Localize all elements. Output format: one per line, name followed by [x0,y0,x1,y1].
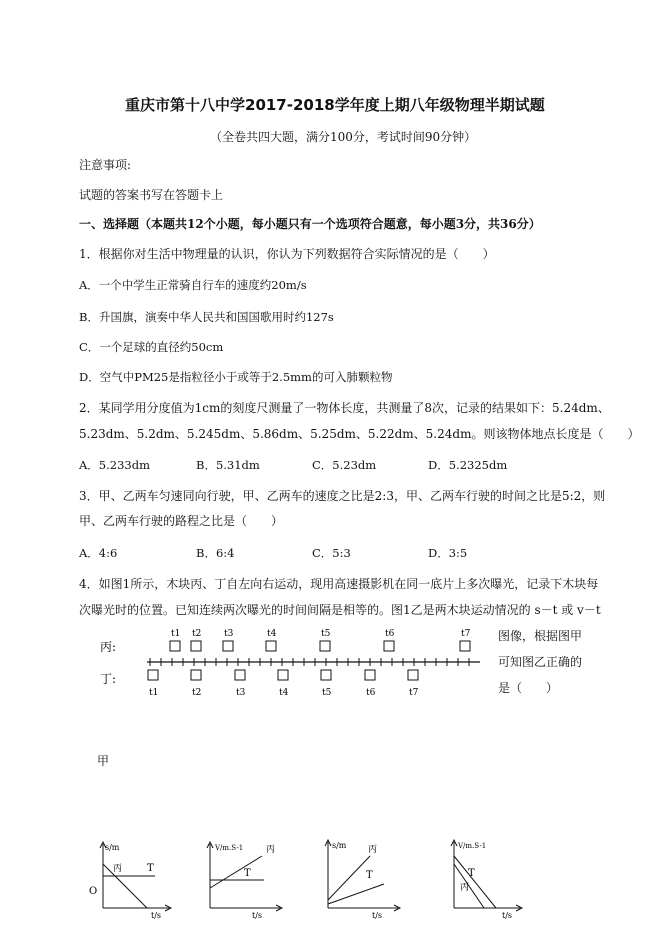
q2-option-a: A．5.233dm [79,458,150,472]
bing-t3-label: t3 [224,629,234,639]
graph-b-ding-label: T [244,868,251,879]
graph-a [85,838,175,920]
bing-block-5 [320,641,330,651]
bing-block-7 [460,641,470,651]
ding-block-3 [235,670,245,680]
q4-side-line2: 可知图乙正确的 [498,655,583,669]
bing-t6-label: t6 [385,629,395,639]
ding-t1-label: t1 [149,688,159,698]
bing-t5-label: t5 [321,629,331,639]
notice-heading: 注意事项: [79,158,132,172]
q2-option-b: B．5.31dm [196,458,260,472]
q1-option-b: B．升国旗，演奏中华人民共和国国歌用时约127s [79,310,334,324]
q1-option-c: C．一个足球的直径约50cm [79,340,224,354]
ding-block-1 [148,670,158,680]
graph-d-y-label: V/m.S-1 [458,842,487,850]
q3-stem-line2: 甲、乙两车行驶的路程之比是（ ） [79,514,284,528]
q2-option-c: C．5.23dm [312,458,377,472]
graph-d-ding-label: T [468,868,475,879]
page-subtitle: （全卷共四大题，满分100分，考试时间90分钟） [210,130,477,144]
graph-a-ding-label: T [147,863,154,874]
ding-block-7 [408,670,418,680]
graph-c-x-label: t/s [372,911,383,920]
graph-d-bing-label: 丙 [460,883,470,893]
bing-t7-label: t7 [461,629,471,639]
bing-block-2 [191,641,201,651]
ding-block-5 [321,670,331,680]
bing-block-4 [266,641,276,651]
q1-stem: 1．根据你对生活中物理量的认识，你认为下列数据符合实际情况的是（ ） [79,247,495,261]
exposure-diagram [90,622,490,702]
graph-c [318,836,413,920]
bing-block-6 [384,641,394,651]
q1-option-d: D．空气中PM25是指粒径小于或等于2.5mm的可入肺颗粒物 [79,370,393,384]
q3-option-b: B．6:4 [196,546,235,560]
bing-block-3 [223,641,233,651]
graph-a-origin-label: O [89,886,98,897]
graph-d-x-label: t/s [502,911,513,920]
graph-d-line-bing [454,856,496,908]
ding-t3-label: t3 [236,688,246,698]
graph-a-y-label: s/m [105,843,120,852]
graph-b-line-bing [210,856,262,888]
bing-block-1 [170,641,180,651]
bing-t1-label: t1 [171,629,181,639]
figure-label-jia: 甲 [97,754,110,768]
ding-t6-label: t6 [366,688,376,698]
q4-side-line3: 是（ ） [498,681,559,695]
graph-a-bing-label: 丙 [113,864,123,874]
graph-c-line-ding [328,884,384,904]
ding-t2-label: t2 [192,688,202,698]
q2-stem-line1: 2．某同学用分度值为1cm的刻度尺测量了一物体长度，共测量了8次，记录的结果如下：5.24dm、 [79,401,610,415]
ding-t4-label: t4 [279,688,289,698]
graph-c-bing-label: 丙 [368,845,378,855]
ding-t7-label: t7 [409,688,419,698]
graph-c-ding-label: T [366,870,373,881]
notice-text: 试题的答案书写在答题卡上 [79,188,224,202]
q4-stem-line2: 次曝光时的位置。已知连续两次曝光的时间间隔是相等的。图1乙是两木块运动情况的 s－t 或 v－t [79,603,601,617]
page-title: 重庆市第十八中学2017-2018学年度上期八年级物理半期试题 [125,96,545,114]
graph-d [440,836,535,920]
ding-block-2 [191,670,201,680]
graph-b-x-label: t/s [252,911,263,920]
q3-stem-line1: 3．甲、乙两车匀速同向行驶，甲、乙两车的速度之比是2:3，甲、乙两车行驶的时间之比是5:2，则 [79,489,606,503]
bing-t2-label: t2 [192,629,202,639]
graph-a-x-label: t/s [151,911,162,920]
graph-c-y-label: s/m [332,841,347,850]
bing-t4-label: t4 [267,629,277,639]
q3-option-c: C．5:3 [312,546,351,560]
graph-a-line-bing [103,864,147,908]
q3-option-d: D．3:5 [428,546,468,560]
graph-c-line-bing [328,856,370,900]
section1-heading: 一、选择题（本题共12个小题，每小题只有一个选项符合题意，每小题3分，共36分） [79,217,541,231]
q2-stem-line2: 5.23dm、5.2dm、5.245dm、5.86dm、5.25dm、5.22dm、5.24dm。则该物体地点长度是（ ） [79,427,640,441]
q3-option-a: A．4:6 [79,546,118,560]
ding-t5-label: t5 [322,688,332,698]
q1-option-a: A．一个中学生正常骑自行车的速度约20m/s [79,278,307,292]
q2-option-d: D．5.2325dm [428,458,508,472]
q4-side-line1: 图像，根据图甲 [498,629,583,643]
graph-b [200,838,295,920]
graph-b-bing-label: 丙 [266,845,276,855]
ding-block-6 [365,670,375,680]
row-label-bing: 丙: [100,640,117,654]
q4-stem-line1: 4．如图1所示，木块丙、丁自左向右运动，现用高速摄影机在同一底片上多次曝光，记录下木块每 [79,577,599,591]
graph-b-y-label: V/m.S-1 [215,844,244,852]
row-label-ding: 丁: [100,672,117,686]
ding-block-4 [278,670,288,680]
